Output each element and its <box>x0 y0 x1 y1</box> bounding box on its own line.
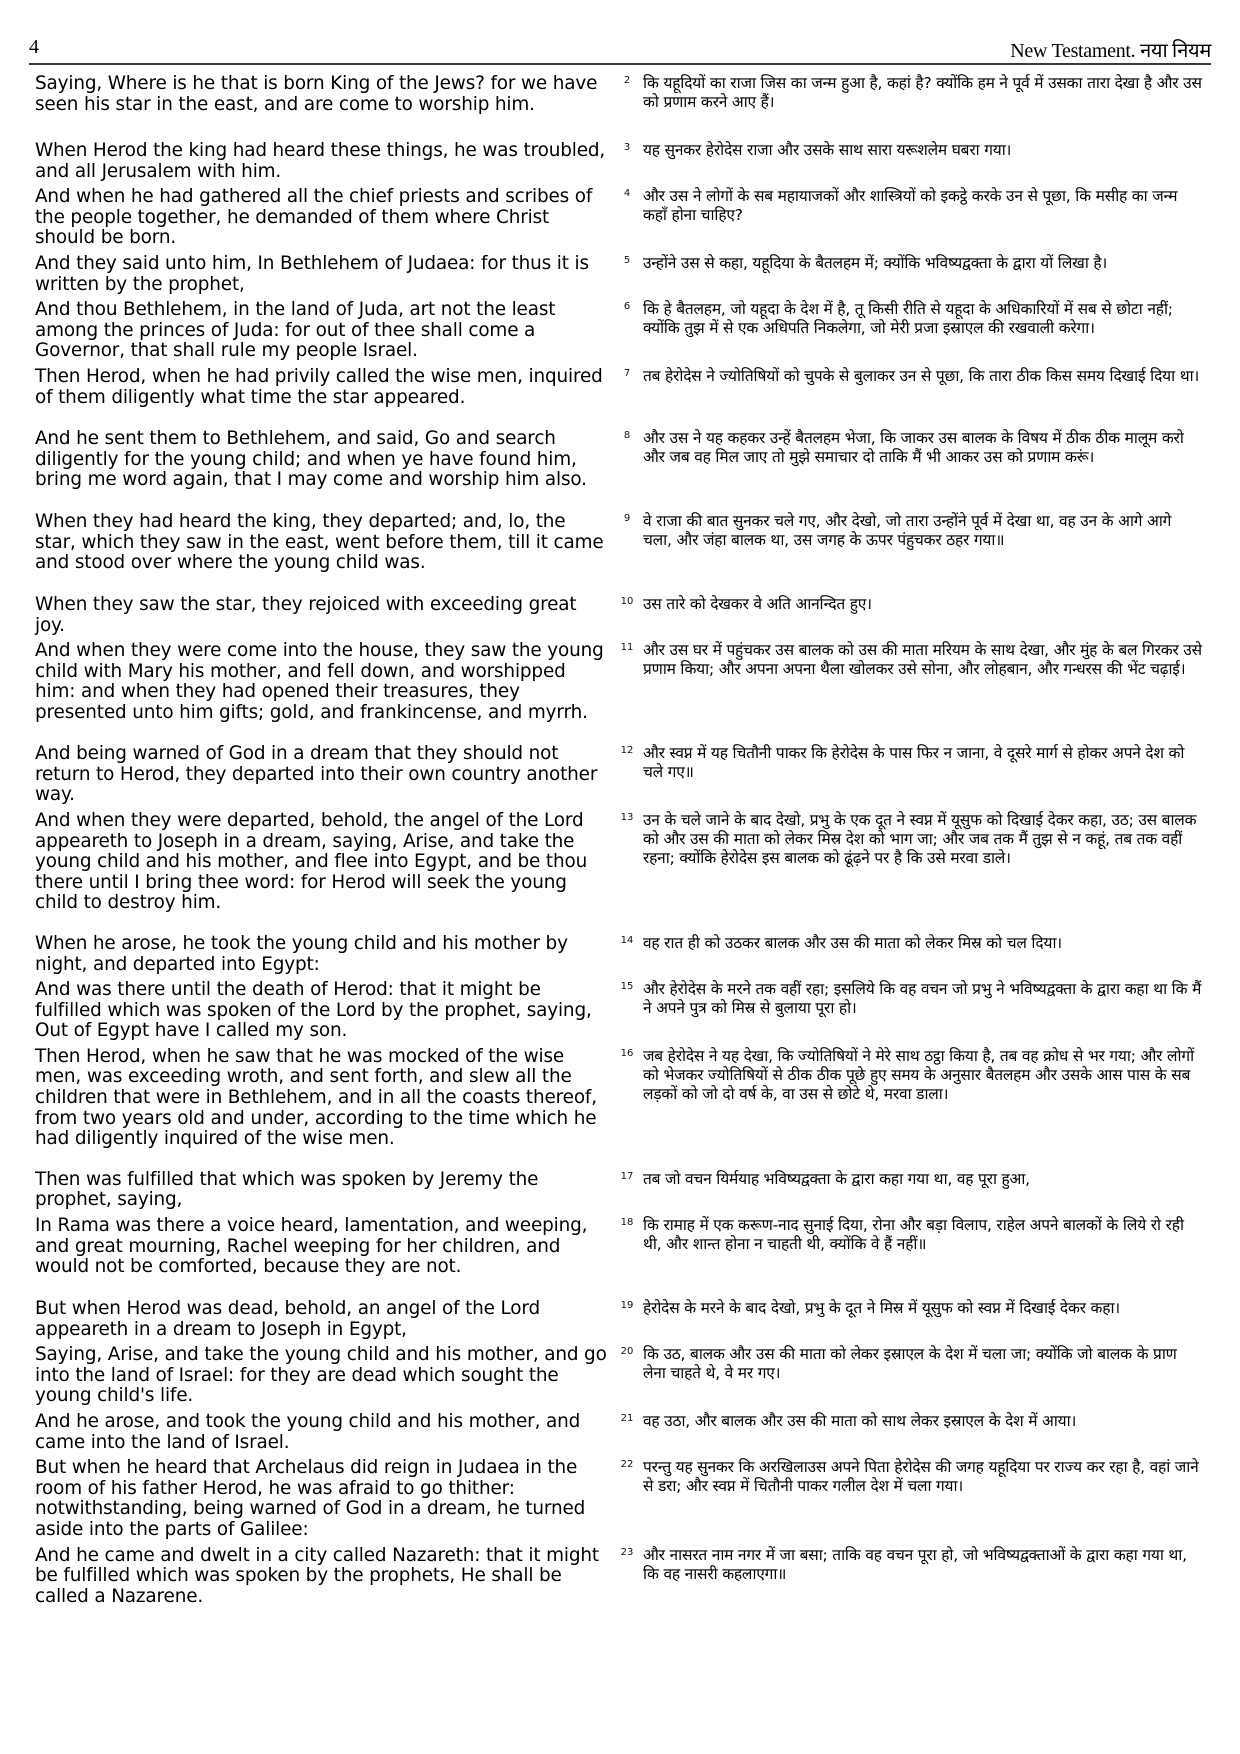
english-text: When they had heard the king, they departed; and, lo, the star, which they saw in the east, went before them, till it came and stood over where the young child was. <box>35 510 604 574</box>
verse-number: 19 <box>620 1300 634 1312</box>
verse-number: 8 <box>623 429 631 441</box>
english-text: And he sent them to Bethlehem, and said, Go and search diligently for the young child; and when ye have found him, bring me word again, that I may come and worship him also. <box>35 427 587 491</box>
hindi-text: और स्वप्न में यह चितौनी पाकर कि हेरोदेस के पास फिर न जाना, वे दूसरे मार्ग से होकर अपने देश को चले गए॥ <box>643 744 1185 782</box>
verse-number: 21 <box>620 1413 634 1425</box>
verse-row <box>35 141 1215 182</box>
verse-number: 9 <box>623 512 631 524</box>
page-header <box>29 28 1211 62</box>
verse-number: 10 <box>620 595 634 607</box>
verse-number: 17 <box>620 1170 634 1182</box>
verse-row <box>35 429 1215 507</box>
verse-number: 18 <box>620 1217 634 1229</box>
english-text: Then was fulfilled that which was spoken by Jeremy the prophet, saying, <box>35 1168 539 1211</box>
verse-row <box>35 811 1215 929</box>
english-text: Then Herod, when he saw that he was mocked of the wise men, was exceeding wroth, and sent forth, and slew all the children that were in Bethlehem, and in all the coasts thereof, from two years old and under, according to the time which he had diligently inquired of the wise men. <box>35 1045 597 1150</box>
hindi-text: कि रामाह में एक करूण-नाद सुनाई दिया, रोना और बड़ा विलाप, राहेल अपने बालकों के लिये रो रही थी, और शान्त होना न चाहती थी, क्योंकि वे हैं नहीं॥ <box>643 1216 1184 1254</box>
english-text: And when he had gathered all the chief priests and scribes of the people together, he demanded of them where Christ should be born. <box>35 186 593 249</box>
hindi-text: उस तारे को देखकर वे अति आनन्दित हुए। <box>643 594 872 613</box>
hindi-text: उन्होंने उस से कहा, यहूदिया के बैतलहम में; क्योंकि भविष्यद्वक्ता के द्वारा यों लिखा है। <box>643 253 1108 272</box>
verse-number: 13 <box>620 811 634 823</box>
verse-number: 15 <box>620 981 634 993</box>
hindi-text: वह उठा, और बालक और उस की माता को साथ लेकर इस्राएल के देश में आया। <box>643 1412 1077 1431</box>
verse-number: 2 <box>623 75 631 86</box>
hindi-text: और उस ने यह कहकर उन्हें बैतलहम भेजा, कि जाकर उस बालक के विषय में ठीक ठीक मालूम करो और जब वह मिल जाए तो मुझे समाचार दो ताकि मैं भी आकर उस को प्रणाम करूं। <box>643 428 1184 466</box>
english-text: But when Herod was dead, behold, an angel of the Lord appeareth in a dream to Joseph in Egypt, <box>35 1298 541 1340</box>
hindi-text: कि हे बैतलहम, जो यहूदा के देश में है, तू किसी रीति से यहूदा के अधिकारियों में सब से छोटा नहीं; क्योंकि तुझ में से एक अधिपति निकलेगा, जो मेरी प्रजा इस्राएल की रखवाली करेगा। <box>643 300 1173 338</box>
verse-row <box>35 367 1215 424</box>
verse-number: 4 <box>623 188 631 200</box>
verse-row <box>35 595 1215 636</box>
english-text: And when they were departed, behold, the angel of the Lord appeareth to Joseph in a dream, saying, Arise, and take the young child and his mother, and flee into Egypt, and be thou there until I bring thee word: for Herod will seek the young child to destroy him. <box>35 809 588 914</box>
verse-row <box>35 980 1215 1042</box>
english-text: Saying, Where is he that is born King of the Jews? for we have seen his star in the east, and are come to worship him. <box>35 73 598 115</box>
verse-number: 22 <box>620 1459 634 1471</box>
hindi-text: और नासरत नाम नगर में जा बसा; ताकि वह वचन पूरा हो, जो भविष्यद्वक्ताओं के द्वारा कहा गया था, कि वह नासरी कहलाएगा॥ <box>643 1545 1187 1583</box>
hindi-text: तब हेरोदेस ने ज्योतिषियों को चुपके से बुलाकर उन से पूछा, कि तारा ठीक किस समय दिखाई दिया था। <box>643 366 1200 385</box>
english-text: When they saw the star, they rejoiced with exceeding great joy. <box>35 593 577 636</box>
english-text: And being warned of God in a dream that they should not return to Herod, they departed into their own country another way. <box>35 743 598 806</box>
english-text: Saying, Arise, and take the young child and his mother, and go into the land of Israel: for they are dead which sought the young child's life. <box>35 1344 607 1407</box>
verse-row <box>35 1170 1215 1211</box>
verse-row <box>35 1458 1215 1540</box>
verse-row <box>35 1345 1215 1407</box>
verse-row <box>35 74 1215 136</box>
verse-row <box>35 512 1215 590</box>
hindi-text: जब हेरोदेस ने यह देखा, कि ज्योतिषियों ने मेरे साथ ठट्ठा किया है, तब वह क्रोध से भर गया; और लोगों को भेजकर ज्योतिषियों से ठीक ठीक पूछे हुए समय के अनुसार बैतलहम और उसके आस पास के सब लड़कों को जो दो वर्ष के, वा उस से छोटे थे, मरवा डाला। <box>643 1046 1194 1103</box>
english-text: And he came and dwelt in a city called Nazareth: that it might be fulfilled which was spoken by the prophets, He shall be called a Nazarene. <box>35 1544 599 1607</box>
hindi-text: और उस घर में पहुंचकर उस बालक को उस की माता मरियम के साथ देखा, और मुंह के बल गिरकर उसे प्रणाम किया; और अपना अपना थैला खोलकर उसे सोना, और लोहबान, और गन्धरस की भेंट चढ़ाई। <box>643 641 1202 679</box>
hindi-text: परन्तु यह सुनकर कि अरखिलाउस अपने पिता हेरोदेस की जगह यहूदिया पर राज्य कर रहा है, वहां जाने से डरा; और स्वप्न में चितौनी पाकर गलील देश में चला गया। <box>643 1458 1199 1496</box>
english-text: And was there until the death of Herod: that it might be fulfilled which was spoken of the Lord by the prophet, saying, Out of Egypt have I called my son. <box>35 979 592 1042</box>
verse-row <box>35 300 1215 362</box>
verse-row <box>35 187 1215 249</box>
hindi-text: हेरोदेस के मरने के बाद देखो, प्रभु के दूत ने मिस्र में यूसुफ को स्वप्न में दिखाई देकर कहा। <box>643 1299 1120 1318</box>
hindi-text: यह सुनकर हेरोदेस राजा और उसके साथ सारा यरूशलेम घबरा गया। <box>643 141 1012 159</box>
verse-row <box>35 1047 1215 1165</box>
english-text: When Herod the king had heard these things, he was troubled, and all Jerusalem with him. <box>35 140 606 182</box>
verse-number: 16 <box>620 1047 634 1059</box>
verse-row <box>35 1216 1215 1294</box>
hindi-text: वे राजा की बात सुनकर चले गए, और देखो, जो तारा उन्होंने पूर्व में देखा था, वह उन के आगे आगे चला, और जंहा बालक था, उस जगह के ऊपर पंहुचकर ठहर गया॥ <box>643 511 1172 549</box>
english-text: When he arose, he took the young child and his mother by night, and departed into Egypt: <box>35 932 568 975</box>
english-text: And he arose, and took the young child and his mother, and came into the land of Israel. <box>35 1411 581 1453</box>
running-title: New Testament. नया नियम <box>1010 40 1211 62</box>
hindi-text: तब जो वचन यिर्मयाह भविष्यद्वक्ता के द्वारा कहा गया था, वह पूरा हुआ, <box>643 1169 1030 1188</box>
hindi-text: और हेरोदेस के मरने तक वहीं रहा; इसलिये कि वह वचन जो प्रभु ने भविष्यद्वक्ता के द्वारा कहा था कि मैं ने अपने पुत्र को मिस्र से बुलाया पूरा हो। <box>643 980 1202 1018</box>
english-text: And thou Bethlehem, in the land of Juda, art not the least among the princes of Juda: for out of thee shall come a Governor, that shall rule my people Israel. <box>35 299 556 362</box>
verse-row <box>35 744 1215 806</box>
verse-number: 11 <box>620 642 634 654</box>
verse-row <box>35 934 1215 975</box>
verse-row <box>35 1299 1215 1340</box>
english-text: Then Herod, when he had privily called the wise men, inquired of them diligently what time the star appeared. <box>35 365 603 408</box>
hindi-text: कि यहूदियों का राजा जिस का जन्म हुआ है, कहां है? क्योंकि हम ने पूर्व में उसका तारा देखा है और उस को प्रणाम करने आए हैं। <box>643 74 1202 111</box>
hindi-text: वह रात ही को उठकर बालक और उस की माता को लेकर मिस्र को चल दिया। <box>643 933 1062 952</box>
hindi-text: और उस ने लोगों के सब महायाजकों और शास्त्रियों को इकट्ठे करके उन से पूछा, कि मसीह का जन्म कहाँ होना चाहिए? <box>643 187 1178 225</box>
hindi-text: कि उठ, बालक और उस की माता को लेकर इस्राएल के देश में चला जा; क्योंकि जो बालक के प्राण लेना चाहते थे, वे मर गए। <box>643 1345 1177 1383</box>
verse-row <box>35 641 1215 739</box>
english-text: In Rama was there a voice heard, lamentation, and weeping, and great mourning, Rachel weeping for her children, and would not be comforted, because they are not. <box>35 1215 588 1278</box>
page-number: 4 <box>29 36 39 58</box>
header-rule <box>29 63 1211 65</box>
verse-row <box>35 1412 1215 1453</box>
verse-number: 23 <box>620 1546 634 1558</box>
verse-number: 20 <box>620 1346 634 1358</box>
verse-number: 14 <box>620 934 634 946</box>
english-text: And when they were come into the house, they saw the young child with Mary his mother, and fell down, and worshipped him: and when they had opened their treasures, they presented unto him gifts; gold, and frankincense, and myrrh. <box>35 640 604 723</box>
english-text: And they said unto him, In Bethlehem of Judaea: for thus it is written by the prophet, <box>35 252 589 295</box>
verse-number: 3 <box>623 142 631 153</box>
verse-row <box>35 1546 1215 1608</box>
english-text: But when he heard that Archelaus did reign in Judaea in the room of his father Herod, he was afraid to go thither: notwithstanding, being warned of God in a dream, he turned aside into the parts of Galilee: <box>35 1457 586 1540</box>
verse-number: 12 <box>620 745 634 757</box>
verse-row <box>35 254 1215 295</box>
verse-table <box>35 74 1215 1612</box>
verse-number: 5 <box>623 254 631 266</box>
verse-number: 6 <box>623 301 631 313</box>
verse-number: 7 <box>623 367 631 379</box>
hindi-text: उन के चले जाने के बाद देखो, प्रभु के एक दूत ने स्वप्न में यूसुफ को दिखाई देकर कहा, उठ; उस बालक को और उस की माता को लेकर मिस्र देश को भाग जा; और जब तक मैं तुझ से न कहूं, तब तक वहीं रहना; क्योंकि हेरोदेस इस बालक को ढूंढ़ने पर है कि उसे मरवा डाले। <box>643 810 1197 867</box>
